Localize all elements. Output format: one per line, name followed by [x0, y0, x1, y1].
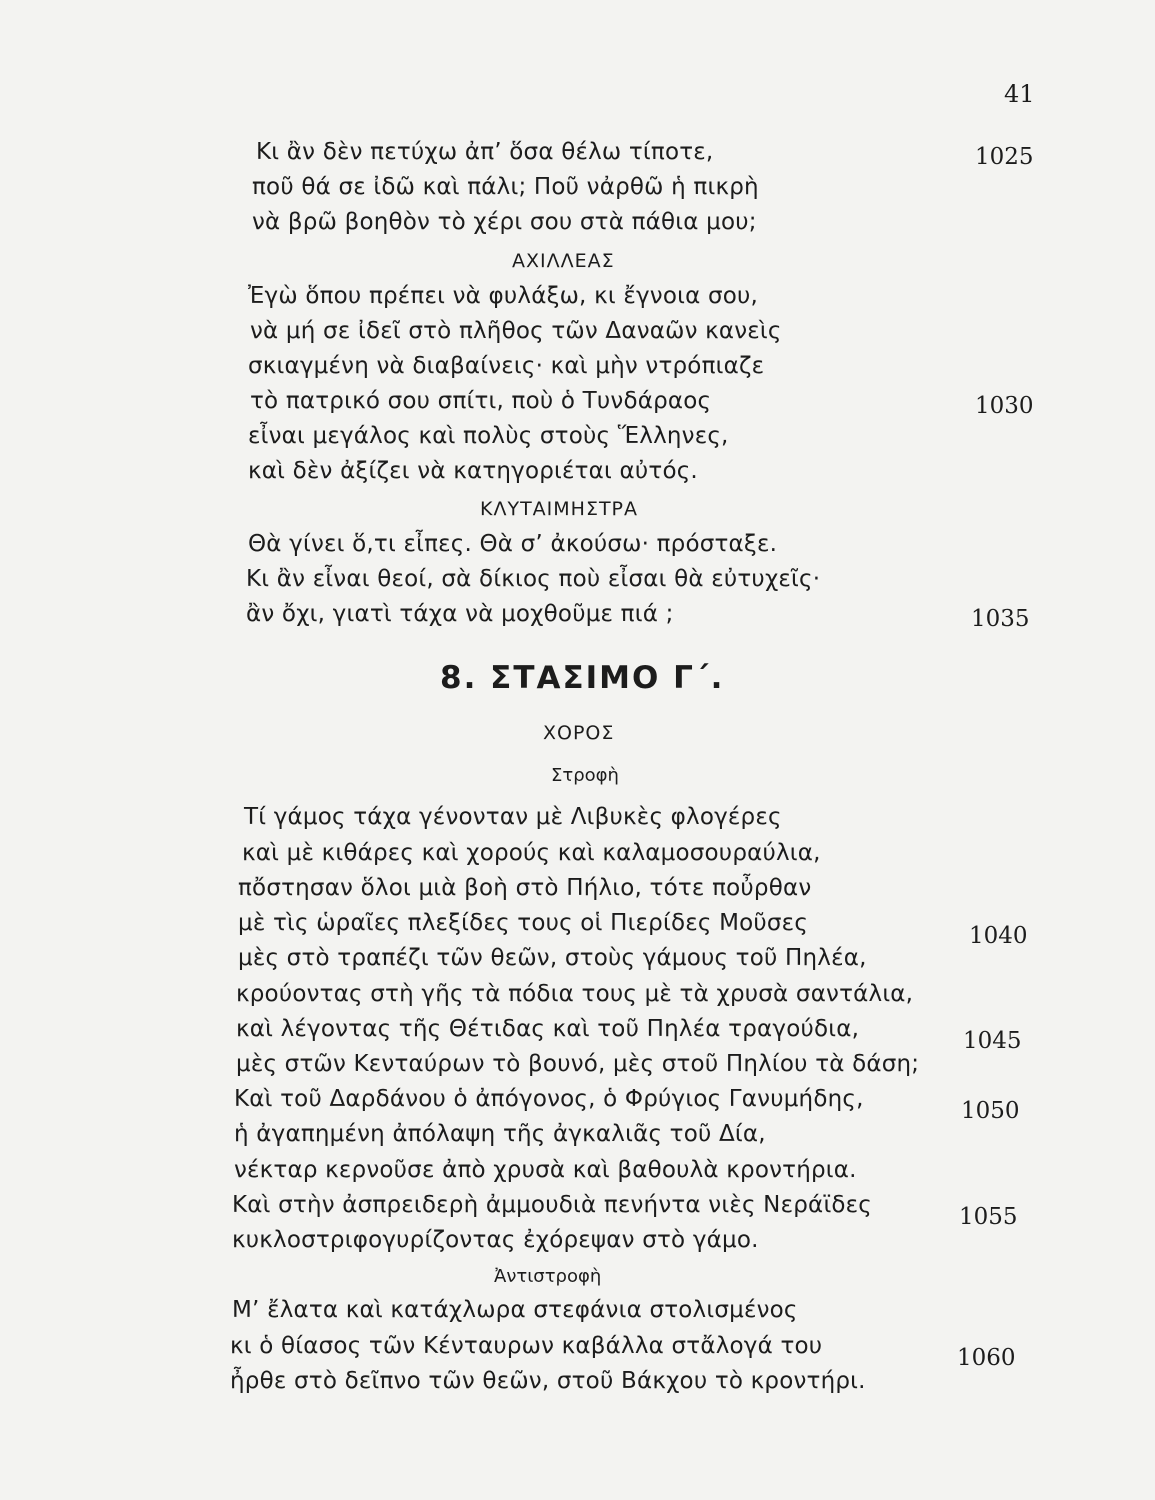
line-number: 1035 [971, 606, 1030, 632]
verse-line: ἂν ὄχι, γιατὶ τάχα νὰ μοχθοῦμε πιά ; [246, 601, 674, 627]
line-number: 1040 [969, 923, 1028, 949]
section-title: 8. ΣΤΑΣΙΜΟ Γ΄. [440, 660, 725, 696]
verse-line: Τί γάμος τάχα γένονταν μὲ Λιβυκὲς φλογέρες [244, 804, 782, 830]
verse-line: σκιαγμένη νὰ διαβαίνεις· καὶ μὴν ντρόπιαζε [248, 353, 765, 379]
line-number: 1025 [975, 144, 1034, 170]
line-number: 1055 [959, 1204, 1018, 1230]
stanza-label: Ἀντιστροφὴ [494, 1266, 602, 1287]
stanza-label: Στροφὴ [551, 765, 619, 786]
verse-line: Καὶ τοῦ Δαρδάνου ὁ ἀπόγονος, ὁ Φρύγιος Γανυμήδης, [234, 1086, 864, 1112]
verse-line: νὰ μή σε ἰδεῖ στὸ πλῆθος τῶν Δαναῶν κανεὶς [250, 318, 782, 344]
verse-line: ποῦ θά σε ἰδῶ καὶ πάλι; Ποῦ νἀρθῶ ἡ πικρὴ [252, 174, 759, 200]
verse-line: Κι ἂν δὲν πετύχω ἀπ’ ὅσα θέλω τίποτε, [256, 139, 714, 165]
verse-line: νέκταρ κερνοῦσε ἀπὸ χρυσὰ καὶ βαθουλὰ κροντήρια. [234, 1157, 857, 1183]
verse-line: μὲ τὶς ὡραῖες πλεξίδες τους οἱ Πιερίδες Μοῦσες [238, 910, 809, 936]
verse-line: καὶ μὲ κιθάρες καὶ χορούς καὶ καλαμοσουραύλια, [242, 840, 821, 866]
speaker-name: ΧΟΡΟΣ [543, 722, 615, 744]
verse-line: τὸ πατρικό σου σπίτι, ποὺ ὁ Τυνδάραος [250, 388, 712, 414]
line-number: 1060 [957, 1345, 1016, 1371]
line-number: 1050 [961, 1098, 1020, 1124]
verse-line: πὄστησαν ὅλοι μιὰ βοὴ στὸ Πήλιο, τότε ποὖρθαν [238, 875, 812, 901]
verse-line: νὰ βρῶ βοηθὸν τὸ χέρι σου στὰ πάθια μου; [252, 209, 757, 235]
verse-line: μὲς στὸ τραπέζι τῶν θεῶν, στοὺς γάμους τοῦ Πηλέα, [238, 945, 867, 971]
verse-line: κρούοντας στὴ γῆς τὰ πόδια τους μὲ τὰ χρυσὰ σαντάλια, [236, 981, 914, 1007]
verse-line: Μ’ ἔλατα καὶ κατάχλωρα στεφάνια στολισμένος [232, 1297, 798, 1323]
verse-line: κυκλοστριφογυρίζοντας ἐχόρεψαν στὸ γάμο. [232, 1227, 759, 1253]
speaker-name: ΚΛΥΤΑΙΜΗΣΤΡΑ [480, 498, 639, 520]
verse-line: κι ὁ θίασος τῶν Κένταυρων καβάλλα στἄλογά του [230, 1333, 823, 1359]
verse-line: Θὰ γίνει ὅ,τι εἶπες. Θὰ σ’ ἀκούσω· πρόσταξε. [248, 531, 778, 557]
verse-line: εἶναι μεγάλος καὶ πολὺς στοὺς Ἕλληνες, [248, 423, 729, 449]
verse-line: ἦρθε στὸ δεῖπνο τῶν θεῶν, στοῦ Βάκχου τὸ κροντήρι. [230, 1368, 866, 1394]
verse-line: καὶ λέγοντας τῆς Θέτιδας καὶ τοῦ Πηλέα τραγούδια, [236, 1016, 860, 1042]
speaker-name: ΑΧΙΛΛΕΑΣ [512, 250, 615, 272]
verse-line: μὲς στῶν Κενταύρων τὸ βουνό, μὲς στοῦ Πηλίου τὰ δάση; [236, 1051, 920, 1077]
line-number: 1045 [963, 1028, 1022, 1054]
verse-line: Ἐγὼ ὅπου πρέπει νὰ φυλάξω, κι ἔγνοια σου, [248, 283, 759, 309]
line-number: 1030 [975, 393, 1034, 419]
verse-line: Κι ἂν εἶναι θεοί, σὰ δίκιος ποὺ εἶσαι θὰ εὐτυχεῖς· [246, 566, 821, 592]
page-number: 41 [1004, 80, 1035, 108]
verse-line: ἡ ἀγαπημένη ἀπόλαψη τῆς ἀγκαλιᾶς τοῦ Δία, [234, 1121, 766, 1147]
verse-line: Καὶ στὴν ἀσπρειδερὴ ἀμμουδιὰ πενήντα νιὲς Νεράϊδες [232, 1192, 872, 1218]
verse-line: καὶ δὲν ἀξίζει νὰ κατηγοριέται αὐτός. [248, 458, 698, 484]
